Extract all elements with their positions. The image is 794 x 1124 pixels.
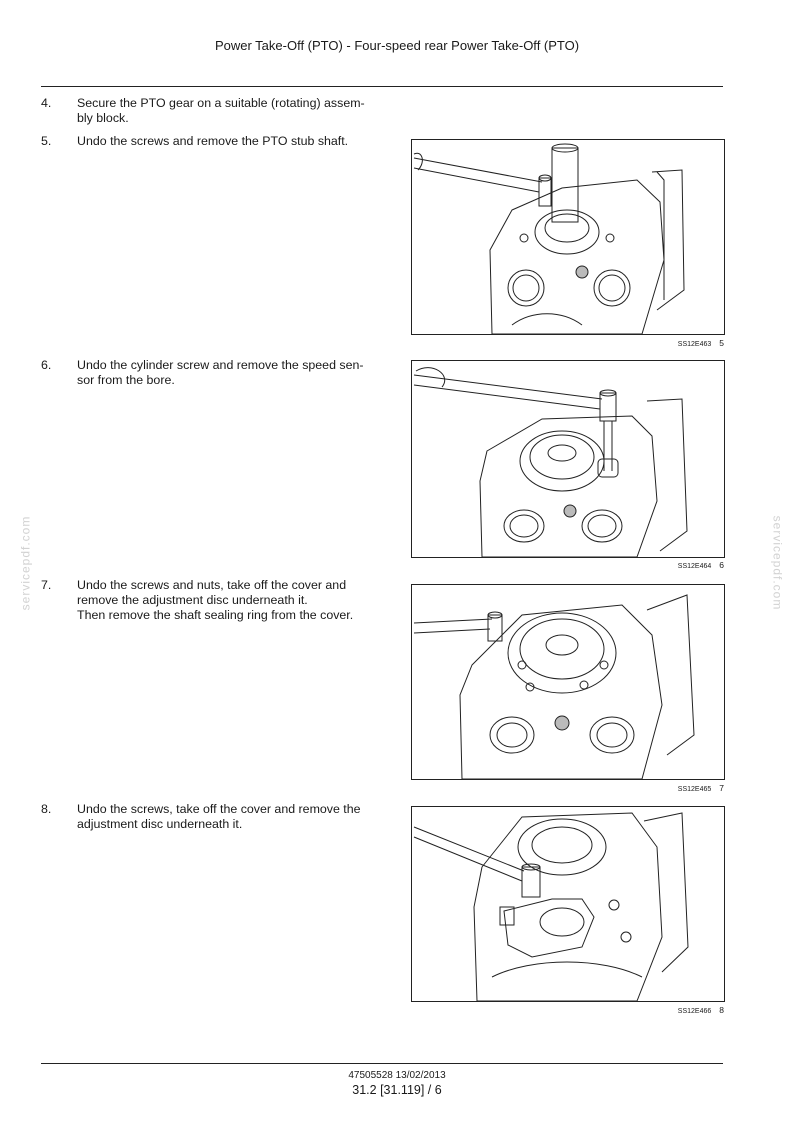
figure-code: SS12E465: [677, 786, 712, 793]
header-rule: [41, 86, 723, 87]
footer-rule: [41, 1063, 723, 1064]
figure-6-caption: [600, 560, 724, 570]
figure-7-caption: [600, 783, 724, 793]
step-number: 7.: [41, 578, 52, 592]
figure-code: SS12E463: [677, 341, 712, 348]
step-text: Undo the screws and remove the PTO stub shaft.: [77, 134, 349, 148]
figure-5-illustration: [411, 139, 725, 335]
figure-number: 8: [719, 1005, 724, 1015]
footer-page-reference: 31.2 [31.119] / 6: [352, 1083, 442, 1097]
step-text: Secure the PTO gear on a suitable (rotating) assem- bly block.: [77, 96, 365, 125]
figure-number: 7: [719, 783, 724, 793]
watermark-right: servicepdf.com: [770, 515, 785, 611]
figure-7-illustration: [411, 584, 725, 780]
figure-code: SS12E466: [677, 1008, 712, 1015]
figure-5-caption: [600, 338, 724, 348]
figure-number: 5: [719, 338, 724, 348]
figure-8-illustration: [411, 806, 725, 1002]
step-number: 8.: [41, 802, 52, 816]
figure-6-illustration: [411, 360, 725, 558]
page-header-title: Power Take-Off (PTO) - Four-speed rear Power Take-Off (PTO): [214, 38, 580, 53]
step-text: Undo the screws, take off the cover and remove the adjustment disc underneath it.: [77, 802, 361, 831]
step-text: Undo the screws and nuts, take off the cover and remove the adjustment disc underneath it. Then remove the shaft sealing ring from the cover.: [77, 578, 354, 622]
step-number: 6.: [41, 358, 52, 372]
figure-code: SS12E464: [677, 563, 712, 570]
step-text: Undo the cylinder screw and remove the speed sen- sor from the bore.: [77, 358, 364, 387]
figure-number: 6: [719, 560, 724, 570]
footer-document-reference: 47505528 13/02/2013: [348, 1070, 446, 1081]
watermark-left: servicepdf.com: [18, 515, 33, 611]
step-number: 5.: [41, 134, 52, 148]
step-number: 4.: [41, 96, 52, 110]
figure-8-caption: [600, 1005, 724, 1015]
